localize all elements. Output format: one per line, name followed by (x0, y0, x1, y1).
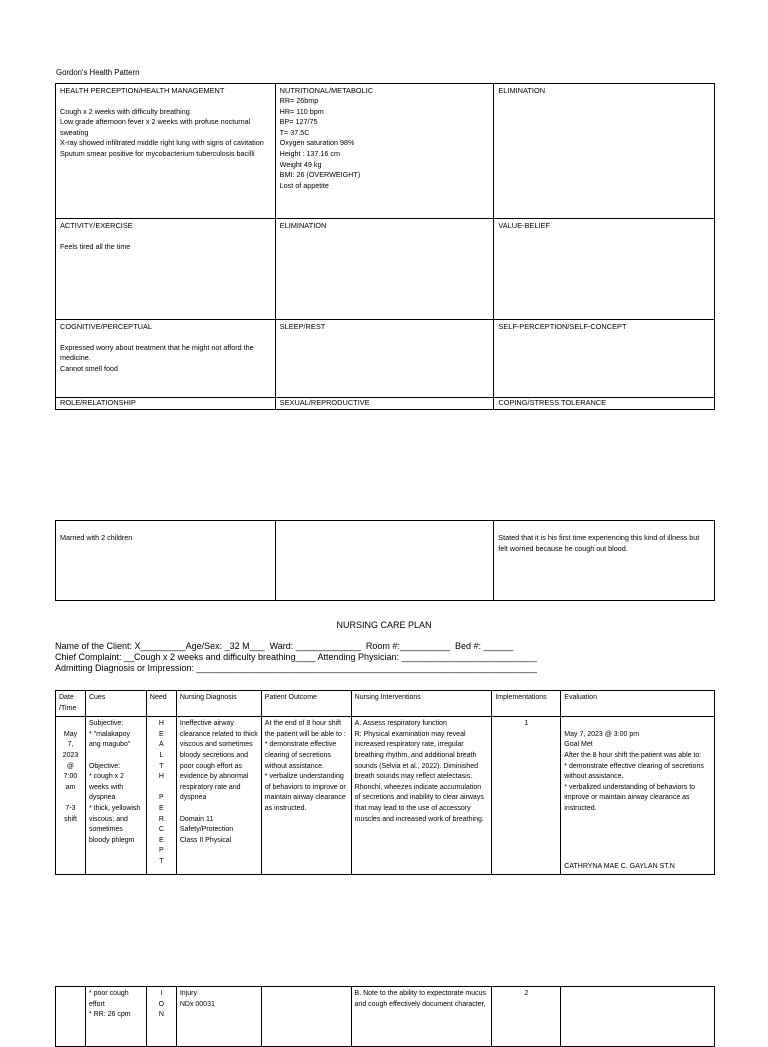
evaluation-text: May 7, 2023 @ 3:00 pm Goal Met After the 8 hour shift the patient was able to: * demonstrate effective clearing of secretions without assistance. * verbalized understanding of behaviors to improve or maintain airway clearance as instructed. (564, 730, 704, 812)
sexual-reproductive-body-cell (275, 521, 494, 601)
table-row (56, 987, 715, 1047)
elimination-cell-2 (275, 219, 494, 320)
sexual-reproductive-header: SEXUAL/REPRODUCTIVE (279, 398, 370, 407)
sleep-rest-header: SLEEP/REST (279, 322, 326, 331)
header-nursing-interventions: Nursing Interventions (351, 691, 492, 717)
header-need: Need (146, 691, 176, 717)
ncp-continued-table (55, 986, 715, 1047)
gordon-table (55, 83, 715, 410)
implementations-cell: 1 (492, 717, 561, 875)
coping-stress-header: COPING/STRESS TOLERANCE (498, 398, 607, 407)
nursing-interventions-cell: A. Assess respiratory function R: Physical examination may reveal increased respiratory rate, irregular breathing rhythm, and additional breath sounds (Selvia et al., 2022). Diminished breath sounds may reflect atelectasis. Rhonchi, wheezes indicate accumulation of secretions and inability to clear airways that may lead to the use of accessory muscles and increased work of breathing. (351, 717, 492, 875)
header-patient-outcome: Patient Outcome (261, 691, 351, 717)
role-relationship-body: Married with 2 children (60, 533, 133, 542)
role-relationship-body-cell (56, 521, 276, 601)
chief-complaint-line: Chief Complaint: __Cough x 2 weeks and difficulty breathing____ Attending Physician: ___________________________ (55, 652, 537, 662)
value-belief-header: VALUE-BELIEF (498, 221, 550, 230)
self-perception-header: SELF-PERCEPTION/SELF-CONCEPT (498, 322, 627, 331)
cognitive-cell (56, 320, 276, 398)
cues-cell: Subjective: * "malakapoy ang magubo" Objective: * cough x 2 weeks with dyspnea * thick, yellowish viscous, and sometimes bloody phlegm (85, 717, 146, 875)
health-perception-body: Cough x 2 weeks with difficulty breathing Low grade afternoon fever x 2 weeks with profuse nocturnal sweating X-ray showed infiltrated middle right lung with signs of cavitation Sputum smear positive for mycobacterium tuberculosis bacilli (60, 106, 264, 158)
nursing-interventions-cell-2: B. Note to the ability to expectorate mucus and cough effectively document character, (351, 987, 492, 1047)
sleep-rest-cell (275, 320, 494, 398)
value-belief-cell (494, 219, 715, 320)
table-row (56, 717, 715, 875)
admitting-diagnosis-line: Admitting Diagnosis or Impression: ____________________________________________________________________ (55, 663, 537, 673)
coping-stress-body: Stated that it is his first time experiencing this kind of illness but felt worried because he cough out blood. (498, 533, 700, 553)
nursing-diagnosis-cell-2: Injury NDx 00031 (176, 987, 261, 1047)
health-perception-header: HEALTH PERCEPTION/HEALTH MANAGEMENT (60, 86, 225, 95)
cognitive-header: COGNITIVE/PERCEPTUAL (60, 322, 152, 331)
elimination-cell-1 (494, 84, 715, 219)
nutritional-header: NUTRITIONAL/METABOLIC (279, 86, 374, 95)
activity-cell (56, 219, 276, 320)
nursing-diagnosis-cell: Ineffective airway clearance related to thick viscous and sometimes bloody secretions and poor cough effort as evidence by abnormal respiratory rate and dyspnea Domain 11 Safety/Protection Class II Physical (176, 717, 261, 875)
health-perception-cell (56, 84, 276, 219)
patient-outcome-cell-2 (261, 987, 351, 1047)
nutritional-body: RR= 26bmp HR= 110 bpm BP= 127/75 T= 37.5C Oxygen saturation 98% Height : 137.16 cm Weight 49 kg BMI: 26 (OVERWEIGHT) Lost of appetite (279, 96, 361, 190)
activity-header: ACTIVITY/EXERCISE (60, 221, 133, 230)
cues-cell-2: * poor cough effort * RR: 26 cpm (85, 987, 146, 1047)
patient-outcome-cell: At the end of 8 hour shift the patient will be able to : * demonstrate effective clearing of secretions without assistance. * verbalize understanding of behaviors to improve or maintain airway clearance as instructed. (261, 717, 351, 875)
role-relationship-header: ROLE/RELATIONSHIP (60, 398, 136, 407)
evaluation-cell (561, 717, 715, 875)
sexual-reproductive-cell (275, 398, 494, 410)
header-evaluation: Evaluation (561, 691, 715, 717)
date-time-cell: May 7, 2023 @ 7:00 am 7-3 shift (56, 717, 86, 875)
ncp-header-row (56, 691, 715, 717)
ncp-table (55, 690, 715, 875)
self-perception-cell (494, 320, 715, 398)
gordon-continued-table (55, 520, 715, 601)
coping-stress-cell (494, 398, 715, 410)
need-cell: H E A L T H P E R C E P T (146, 717, 176, 875)
coping-stress-body-cell (494, 521, 715, 601)
cognitive-body: Expressed worry about treatment that he might not afford the medicine. Cannot smell food (60, 342, 254, 373)
nutritional-cell (275, 84, 494, 219)
evaluation-cell-2 (561, 987, 715, 1047)
elimination-header-1: ELIMINATION (498, 86, 546, 95)
header-implementations: Implementations (492, 691, 561, 717)
activity-body: Feels tired all the time (60, 241, 131, 251)
need-cell-2: I O N (146, 987, 176, 1047)
gordon-title: Gordon's Health Pattern (56, 68, 140, 77)
header-date: Date /Time (56, 691, 86, 717)
implementations-cell-2: 2 (492, 987, 561, 1047)
date-time-cell-2 (56, 987, 86, 1047)
signature-text: CATHRYNA MAE C. GAYLAN ST.N (564, 862, 675, 870)
ncp-title: NURSING CARE PLAN (336, 620, 432, 630)
elimination-header-2: ELIMINATION (279, 221, 327, 230)
role-relationship-cell (56, 398, 276, 410)
header-cues: Cues (85, 691, 146, 717)
client-info-line: Name of the Client: X_________Age/Sex: _32 M___ Ward: _____________ Room #:__________ Bed #: ______ (55, 641, 514, 651)
header-nursing-diagnosis: Nursing Diagnosis (176, 691, 261, 717)
